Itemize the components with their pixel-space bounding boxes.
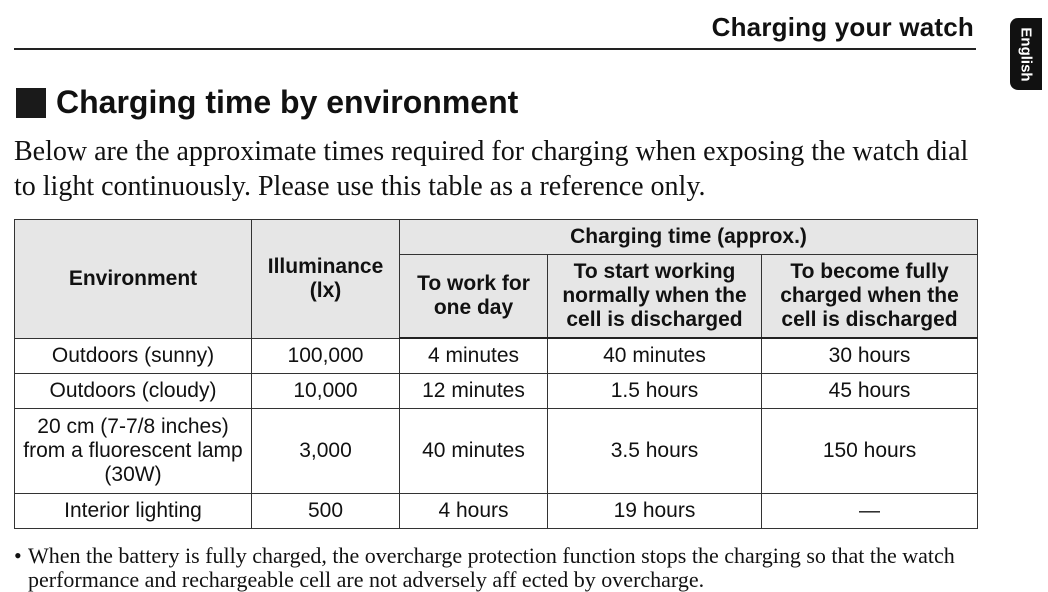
cell-one-day: 12 minutes bbox=[400, 374, 548, 409]
cell-one-day: 40 minutes bbox=[400, 409, 548, 494]
intro-paragraph: Below are the approximate times required for charging when exposing the watch dial to light continuously. Please use this table as a reference only. bbox=[14, 136, 969, 202]
footnote-bullet: • bbox=[14, 543, 22, 568]
footnote bbox=[14, 544, 1014, 592]
language-tab-label: English bbox=[1017, 26, 1035, 82]
header-divider bbox=[14, 48, 976, 50]
square-bullet-icon bbox=[16, 88, 46, 118]
cell-environment: Interior lighting bbox=[15, 494, 252, 529]
table-row bbox=[15, 494, 978, 529]
table-row bbox=[15, 374, 978, 409]
cell-start-normally: 19 hours bbox=[548, 494, 762, 529]
section-heading bbox=[16, 84, 518, 121]
cell-environment: Outdoors (sunny) bbox=[15, 338, 252, 374]
header-fully-charged: To become fully charged when the cell is discharged bbox=[762, 255, 978, 339]
cell-fully-charged: 45 hours bbox=[762, 374, 978, 409]
cell-fully-charged: 30 hours bbox=[762, 338, 978, 374]
cell-illuminance: 10,000 bbox=[252, 374, 400, 409]
header-charging-time: Charging time (approx.) bbox=[400, 220, 978, 255]
table-row bbox=[15, 409, 978, 494]
header-one-day: To work for one day bbox=[400, 255, 548, 339]
charging-time-table bbox=[14, 219, 978, 529]
cell-illuminance: 3,000 bbox=[252, 409, 400, 494]
header-start-normally: To start working normally when the cell is discharged bbox=[548, 255, 762, 339]
language-tab bbox=[1010, 18, 1042, 90]
header-environment: Environment bbox=[15, 220, 252, 339]
cell-fully-charged: 150 hours bbox=[762, 409, 978, 494]
cell-one-day: 4 hours bbox=[400, 494, 548, 529]
cell-start-normally: 1.5 hours bbox=[548, 374, 762, 409]
cell-start-normally: 3.5 hours bbox=[548, 409, 762, 494]
page-header-title: Charging your watch bbox=[711, 12, 974, 42]
cell-environment: Outdoors (cloudy) bbox=[15, 374, 252, 409]
section-title: Charging time by environment bbox=[56, 84, 519, 120]
cell-illuminance: 100,000 bbox=[252, 338, 400, 374]
cell-one-day: 4 minutes bbox=[400, 338, 548, 374]
cell-illuminance: 500 bbox=[252, 494, 400, 529]
cell-environment: 20 cm (7-7/8 inches) from a fluorescent lamp (30W) bbox=[15, 409, 252, 494]
header-illuminance: Illuminance (lx) bbox=[252, 220, 400, 339]
cell-fully-charged: — bbox=[762, 494, 978, 529]
table-row bbox=[15, 338, 978, 374]
cell-start-normally: 40 minutes bbox=[548, 338, 762, 374]
footnote-text: When the battery is fully charged, the overcharge protection function stops the charging so that the watch performance and rechargeable cell are not adversely aff ected by overcharge. bbox=[28, 543, 955, 592]
